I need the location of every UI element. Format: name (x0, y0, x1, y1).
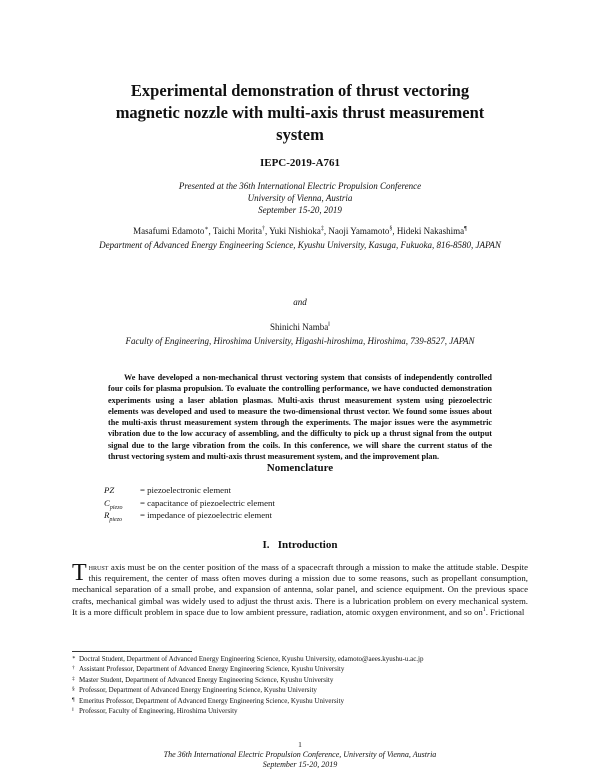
nomenclature-row (104, 509, 404, 522)
affiliation-hiroshima: Faculty of Engineering, Hiroshima University, Higashi-hiroshima, Hiroshima, 739-8527, JAPAN (125, 336, 475, 346)
paragraph-text: axis must be on the center position of the mass of a spacecraft through a mission to make the attitude stable. Despite this requirement, the center of mass often moves during a mission due to some reasons, such as propellant consumption, mechanical separation of a small probe, and expansion of antenna, solar panel, and science equipment. On the previous space crafts, mechanical gimbal was widely used to adjust the thrust axis. There is a lubrication problem on every mechanical system. It is a more difficult problem in space due to low ambient pressure, radiation, atomic oxygen environment, and so on (72, 562, 528, 617)
paper-title: Experimental demonstration of thrust vectoring magnetic nozzle with multi-axis thrust measurement system (115, 81, 485, 144)
dropcap-letter: T (72, 560, 87, 586)
nomenclature-symbol: PZ (104, 485, 115, 495)
page-number: 1 (298, 740, 302, 749)
nomenclature-row (104, 497, 404, 510)
author-name: Hideki Nakashima (396, 226, 465, 236)
author-mark: † (261, 226, 265, 232)
footnote: ‡ Master Student, Department of Advanced Energy Engineering Science, Kyushu University (72, 675, 334, 684)
author-name: Masafumi Edamoto (133, 226, 205, 236)
author-mark: ‖ (328, 322, 330, 328)
author-mark: ¶ (464, 226, 467, 232)
and-separator: and (293, 297, 307, 307)
abstract: We have developed a non-mechanical thrust vectoring system that consists of independently controlled four coils for plasma propulsion. To evaluate the controlling performance, we have conducted demonstration experiments using a laser ablation plasmas. Multi-axis thrust measurement system using piezoelectric elements was developed and used to measure the two-dimensional thrust vector. We found some issues about the multi-axis thrust measurement system through the experiments. The major issues were the asymmetric vibration due to the low accuracy of assembling, and the difficulty to pick up a thrust signal from the output signal due to the large vibration from the coils. In this conference, we will share the current status of the thrust vectoring system and multi-axis thrust measurement system, and the improvement plan. (108, 373, 492, 462)
footer-line-dates: September 15-20, 2019 (262, 760, 338, 769)
affiliation-kyushu: Department of Advanced Energy Engineering Science, Kyushu University, Kasuga, Fukuoka, 816-8580, JAPAN (99, 240, 501, 250)
nomenclature-symbol: $R_{piezo}$ (104, 510, 123, 523)
footer-line-conference: The 36th International Electric Propulsion Conference, University of Vienna, Austria (163, 750, 437, 759)
author-mark: ∗ (204, 226, 209, 232)
page-footer (0, 750, 600, 770)
footnote: † Assistant Professor, Department of Advanced Energy Engineering Science, Kyushu University (72, 665, 345, 674)
nomenclature-row (104, 484, 404, 497)
author-mark: ‡ (320, 226, 324, 232)
author-name: Naoji Yamamoto (328, 226, 390, 236)
venue-line-dates: September 15-20, 2019 (258, 205, 342, 215)
citation-ref: 1 (482, 606, 486, 613)
footnote: ‖ Professor, Faculty of Engineering, Hiroshima University (72, 707, 238, 716)
author-namba (0, 322, 600, 332)
footnote: ∗ Doctral Student, Department of Advanced Energy Engineering Science, Kyushu University, edamoto@aees.kyushu-u.ac.jp (72, 655, 424, 663)
paper-id: IEPC-2019-A761 (259, 157, 341, 169)
footnote: ¶ Emeritus Professor, Department of Advanced Energy Engineering Science, Kyushu University (72, 696, 344, 705)
nomenclature-heading: Nomenclature (266, 462, 334, 474)
nomenclature-definition: = piezoelectronic element (140, 485, 231, 495)
nomenclature-symbol: $C_{piezo}$ (104, 497, 123, 511)
venue-line-conference: Presented at the 36th International Electric Propulsion Conference (178, 181, 422, 191)
paragraph-tail: . Frictional (485, 606, 525, 617)
nomenclature-definition: = capacitance of piezoelectric element (140, 497, 275, 508)
footnote: § Professor, Department of Advanced Energy Engineering Science, Kyushu University (72, 686, 317, 695)
section-heading-introduction: I. Introduction (262, 539, 338, 551)
author-list: Masafumi Edamoto∗, Taichi Morita†, Yuki Nishioka‡, Naoji Yamamoto§, Hideki Nakashima¶ (133, 226, 467, 236)
venue-line-university: University of Vienna, Austria (247, 193, 353, 203)
author-name: Yuki Nishioka (269, 226, 321, 236)
author-name: Taichi Morita (212, 226, 262, 236)
smallcaps-word: hrust (88, 562, 109, 572)
nomenclature-definition: = impedance of piezoelectric element (140, 510, 272, 520)
introduction-paragraph (72, 562, 528, 618)
author-mark: § (389, 226, 393, 232)
author-name: Shinichi Namba (270, 322, 329, 332)
venue-block (0, 180, 600, 216)
nomenclature-table (104, 484, 404, 522)
footnotes (72, 651, 542, 716)
